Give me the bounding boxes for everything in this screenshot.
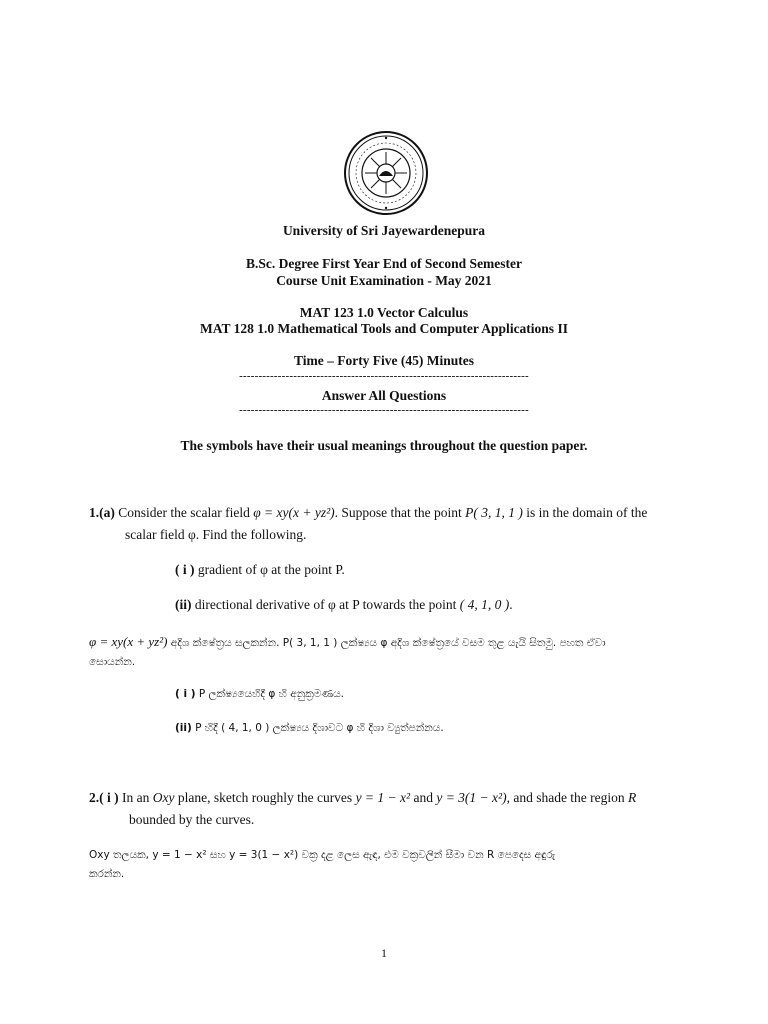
q1-part-i-label: ( i )	[175, 562, 195, 577]
q2-and: and	[413, 790, 433, 805]
q1-line-1	[89, 502, 689, 524]
q2-sinhala-line-2: කරන්න.	[89, 868, 125, 880]
q1-point-p: P( 3, 1, 1 )	[465, 505, 523, 520]
q1-sinhala-text: අදිශ ක්ෂේත්‍රය සලකන්න. P( 3, 1, 1 ) ලක්ෂ්‍යය φ අදිශ ක්ෂේත්‍රයේ වසම තුළ යැයි සිතමු. පහත ඒවා	[170, 637, 606, 649]
q2-text: plane, sketch roughly the curves	[177, 790, 353, 805]
instruction: Answer All Questions	[321, 388, 447, 403]
q1-part-ii-end: .	[509, 597, 513, 612]
page-number: 1	[381, 946, 387, 960]
q1-sinhala-line-1	[89, 631, 689, 654]
q1-part-i	[175, 559, 345, 581]
q1-part-ii-label: (ii)	[175, 597, 192, 612]
q2-sinhala-line-1: Oxy තලයක, y = 1 − x² සහ y = 3(1 − x²) වක්‍ර දළ ලෙස ඇඳ, එම වක්‍රවලින් සීමා වන R පෙදෙස අඳුරු	[89, 849, 556, 861]
q1-part-i-text: gradient of φ at the point P.	[197, 562, 345, 577]
q1-sinhala-part-ii	[175, 717, 444, 739]
degree-title: B.Sc. Degree First Year End of Second Semester	[245, 256, 523, 271]
q2-curve-2: y = 3(1 − x²)	[436, 790, 507, 805]
q1-sinhala-part-i-text: P ලක්ෂ්‍යයෙහිදී φ හි අනුක්‍රමණය.	[198, 688, 344, 700]
q1-part-ii-point: ( 4, 1, 0 )	[459, 597, 510, 612]
university-seal-logo	[343, 130, 429, 216]
q2-line-2: bounded by the curves.	[129, 812, 255, 827]
q1-sinhala-expression: φ = xy(x + yz²)	[89, 634, 168, 649]
symbols-note: The symbols have their usual meanings throughout the question paper.	[180, 438, 588, 453]
q2-line-1	[89, 787, 689, 809]
q2-region: R	[628, 790, 637, 805]
q1-text: . Suppose that the point	[334, 505, 462, 520]
q1-field-expression: φ = xy(x + yz²)	[253, 505, 335, 520]
exam-duration: Time – Forty Five (45) Minutes	[293, 353, 475, 368]
course-title-1: MAT 123 1.0 Vector Calculus	[299, 305, 469, 320]
q1-part-ii-text: directional derivative of φ at P towards the point	[194, 597, 457, 612]
q1-number: 1.(a)	[89, 505, 115, 520]
q1-line-2: scalar field φ. Find the following.	[125, 527, 307, 542]
q2-text: In an	[122, 790, 150, 805]
q1-sinhala-part-i-label: ( i )	[175, 688, 196, 700]
q1-sinhala-part-i	[175, 683, 344, 705]
q1-text: is in the domain of the	[526, 505, 648, 520]
q2-plane: Oxy	[152, 790, 175, 805]
q1-text: Consider the scalar field	[118, 505, 250, 520]
q2-number: 2.( i )	[89, 790, 119, 805]
q2-curve-1: y = 1 − x²	[355, 790, 411, 805]
q1-sinhala-line-2: සොයන්න.	[89, 656, 136, 668]
divider-top: ---------------------------------------------------------------------------	[239, 370, 529, 382]
q2-text: , and shade the region	[506, 790, 625, 805]
university-name: University of Sri Jayewardenepura	[282, 223, 486, 238]
q1-sinhala-part-ii-text: P හිදී ( 4, 1, 0 ) ලක්ෂ්‍යය දිශාවට φ හි දිශා ව්‍යුත්පන්නය.	[195, 722, 444, 734]
exam-title: Course Unit Examination - May 2021	[276, 273, 492, 288]
q1-part-ii	[175, 594, 513, 616]
course-title-2: MAT 128 1.0 Mathematical Tools and Computer Applications II	[200, 321, 568, 336]
q1-sinhala-part-ii-label: (ii)	[175, 722, 192, 734]
divider-bottom: ---------------------------------------------------------------------------	[239, 404, 529, 416]
